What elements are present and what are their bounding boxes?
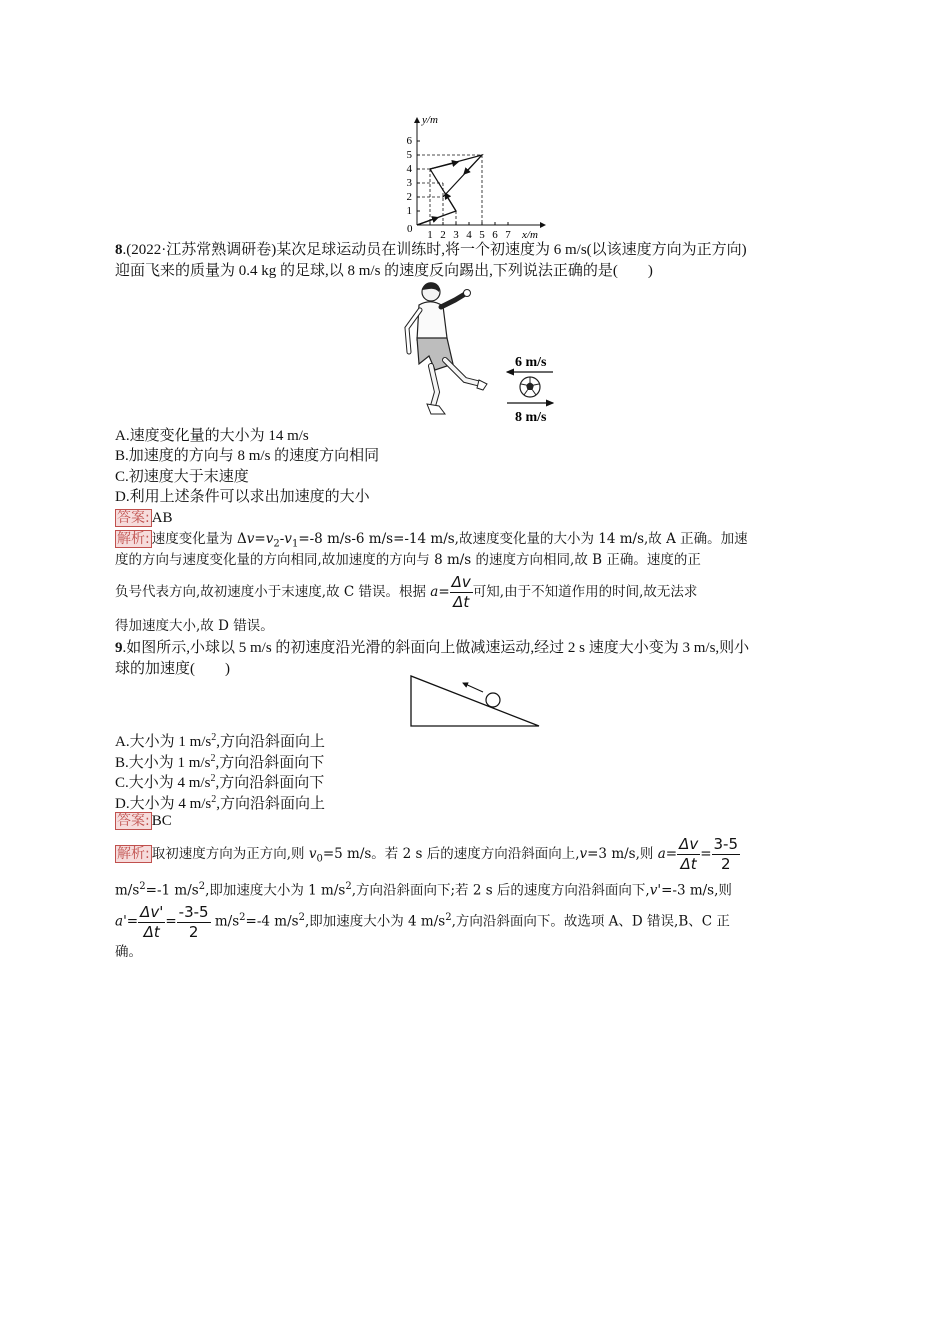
var: v [265,531,274,547]
text: = [438,584,450,600]
superscript: 2 [345,881,352,892]
ball-icon [486,693,500,707]
q8-option-c: C.初速度大于末速度 [115,469,249,485]
numerator: Δv' [140,902,164,921]
var: v [246,531,255,547]
text: B.大小为 1 m/s [115,755,211,771]
text: = [165,913,177,930]
origin-label: 0 [407,223,413,235]
q8-explanation-line4: 得加速度大小,故 D 错误。 [115,618,274,634]
superscript: 2 [211,794,217,805]
text: = [700,846,712,862]
text: =-1 m/s [145,882,199,899]
fraction-values [712,835,741,874]
x-tick: 4 [466,229,472,240]
superscript: 2 [298,912,305,923]
var: v [284,531,292,547]
var: v [649,882,658,899]
text: = [254,531,266,547]
y-tick: 4 [406,163,412,175]
var: v [308,846,317,862]
answer-tag: 答案: [117,510,150,526]
var: a [430,584,439,600]
motion-path [417,155,482,225]
q8-answer: AB [151,510,173,526]
superscript: 2 [211,732,217,743]
q8-explanation-line3 [115,572,697,612]
x-tick: 1 [427,229,433,240]
q8-explanation-line2: 度的方向与速度变化量的方向相同,故加速度的方向与 8 m/s 的速度方向相同,故 B 正确。速度的正 [115,552,701,568]
numerator: -3-5 [178,902,209,921]
denominator: Δt [453,593,470,611]
superscript: 2 [198,881,206,892]
text: m/s [210,913,240,930]
denominator: 2 [188,922,199,941]
text: =-8 m/s-6 m/s=-14 m/s,故速度变化量的大小为 14 m/s,故 A 正确。加速 [298,531,748,547]
superscript: 2 [210,773,216,784]
y-axis-label: y/m [422,114,438,126]
q9-explanation-line2 [115,877,732,901]
q8-stem-line2: 迎面飞来的质量为 0.4 kg 的足球,以 8 m/s 的速度反向踢出,下列说法正确的是( ) [115,263,653,279]
fraction-dv-dt [677,835,700,874]
text: =5 m/s。若 2 s 后的速度方向沿斜面向上, [322,846,580,862]
var: a [657,846,666,862]
superscript: 2 [210,753,216,764]
x-tick: 7 [505,229,511,240]
denominator: 2 [720,855,731,873]
q9-stem-line1 [115,638,749,658]
superscript: 2 [445,912,452,923]
q8-stem-text1: .(2022·江苏常熟调研卷)某次足球运动员在训练时,将一个初速度为 6 m/s(以该速度方向为正方向) [122,242,747,258]
text: 取初速度方向为正方向,则 [151,846,309,862]
subscript: 2 [273,538,280,550]
text: 可知,由于不知道作用的时间,故无法求 [472,584,698,600]
text: '= [123,913,139,930]
y-tick: 2 [406,191,412,203]
numerator: Δv [679,835,699,853]
y-tick: 5 [406,149,412,161]
denominator: Δt [680,855,697,873]
q8-option-a: A.速度变化量的大小为 14 m/s [115,428,309,444]
analysis-tag: 解析: [117,531,150,547]
x-tick: 6 [492,229,498,240]
soccer-ball-icon [520,377,540,397]
q9-answer: BC [151,813,172,829]
denominator: Δt [143,922,160,941]
incline-figure [405,672,545,730]
fraction-dv-dt [450,573,473,612]
text: A.大小为 1 m/s [115,734,212,750]
superscript: 2 [139,881,146,892]
superscript: 2 [239,912,246,923]
q9-explanation-line4: 确。 [115,944,142,960]
text: =-4 m/s [245,913,299,930]
numerator: 3-5 [713,835,739,853]
q9-stem-line2: 球的加速度( ) [115,661,230,677]
y-tick: 3 [406,177,412,189]
text: ,即加速度大小为 4 m/s [304,913,446,930]
subscript: 0 [316,853,323,865]
y-tick: 6 [406,135,412,147]
text: ,方向沿斜面向上 [216,796,326,812]
y-tick: 1 [406,205,412,217]
text: D.大小为 4 m/s [115,796,212,812]
q9-explanation-line1 [115,834,740,880]
answer-tag: 答案: [117,813,150,829]
x-axis-label: x/m [522,229,538,240]
q8-option-d: D.利用上述条件可以求出加速度的大小 [115,489,370,505]
x-tick: 2 [440,229,446,240]
xy-path-figure [392,112,552,240]
q8-stem-line1 [115,240,747,260]
x-tick: 3 [453,229,459,240]
text: ,方向沿斜面向下;若 2 s 后的速度方向沿斜面向下, [351,882,650,899]
subscript: 1 [291,538,299,550]
text: m/s [115,882,140,899]
q9-explanation-line3 [115,898,730,942]
fraction-dvp-dt [138,903,165,942]
analysis-tag: 解析: [117,846,150,862]
q9-answer-line [115,811,172,831]
text: ,方向沿斜面向下 [215,775,325,791]
footballer-figure [395,280,565,428]
speed-label-incoming: 6 m/s [515,355,547,370]
var: a [115,913,124,930]
text: ,即加速度大小为 1 m/s [205,882,346,899]
text: = [665,846,678,862]
text: - [279,531,285,547]
x-tick: 5 [479,229,485,240]
text: C.大小为 4 m/s [115,775,211,791]
q8-answer-line [115,508,173,528]
fraction-values [177,903,211,942]
var: v [579,846,588,862]
text: =3 m/s,则 [587,846,658,862]
text: ,方向沿斜面向上 [216,734,326,750]
q8-option-b: B.加速度的方向与 8 m/s 的速度方向相同 [115,448,380,464]
speed-label-outgoing: 8 m/s [515,410,547,425]
text: '=-3 m/s,则 [657,882,732,899]
text: 负号代表方向,故初速度小于末速度,故 C 错误。根据 [115,584,431,600]
text: ,方向沿斜面向下 [215,755,325,771]
q8-number: 8 [115,242,123,258]
q9-stem-text1: .如图所示,小球以 5 m/s 的初速度沿光滑的斜面向上做减速运动,经过 2 s 速度大小变为 3 m/s,则小 [122,640,750,656]
text: ,方向沿斜面向下。故选项 A、D 错误,B、C 正 [451,913,730,930]
numerator: Δv [451,573,471,591]
text: 速度变化量为 Δ [151,531,247,547]
q9-number: 9 [115,640,123,656]
